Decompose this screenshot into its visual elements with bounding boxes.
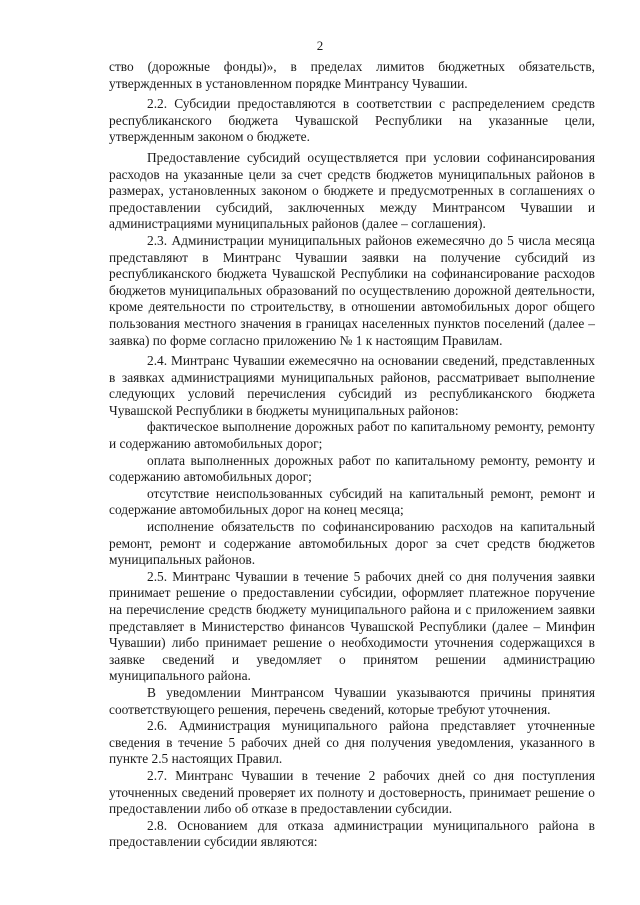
paragraph-2-6: 2.6. Администрация муниципального района представляет уточненные сведения в течение 5 рабочих дней со дня получения уведомления, указанного в пункте 2.5 настоящих Правил. — [109, 718, 595, 767]
paragraph-continuation: ство (дорожные фонды)», в пределах лимитов бюджетных обязательств, утвержденных в установленном порядке Минтрансу Чувашии. — [109, 59, 595, 91]
paragraph-2-5: 2.5. Минтранс Чувашии в течение 5 рабочих дней со дня получения заявки принимает решение о предоставлении субсидии, оформляет платежное поручение на перечисление средств бюджету муниципального района и с приложением заявки представляет в Министерство финансов Чувашской Республики (далее – Минфин Чувашии) либо принимает решение о необходимости уточнения содержащихся в заявке сведений и уведомляет о принятом решении администрацию муниципального района. — [109, 568, 595, 684]
paragraph-2-7: 2.7. Минтранс Чувашии в течение 2 рабочих дней со дня поступления уточненных сведений проверяет их полноту и достоверность, принимает решение о предоставлении либо об отказе в предоставлении субсидии. — [109, 767, 595, 817]
paragraph-2-8: 2.8. Основанием для отказа администрации муниципального района в предоставлении субсидии являются: — [109, 817, 595, 850]
paragraph-notification: В уведомлении Минтрансом Чувашии указываются причины принятия соответствующего решения, перечень сведений, которые требуют уточнения. — [109, 684, 595, 717]
paragraph-cofinancing: Предоставление субсидий осуществляется при условии софинансирования расходов на указанные цели за счет средств бюджетов муниципальных районов в размерах, установленных законом о бюджете и предусмотренных в соглашениях о предоставлении субсидий, заключенных между Минтрансом Чувашии и администрациями муниципальных районов (далее – соглашения). — [109, 149, 595, 232]
condition-item: оплата выполненных дорожных работ по капитальному ремонту, ремонту и содержанию автомобильных дорог; — [109, 452, 595, 485]
document-body — [109, 59, 595, 851]
condition-item: отсутствие неиспользованных субсидий на капитальный ремонт, ремонт и содержание автомобильных дорог на конец месяца; — [109, 485, 595, 518]
paragraph-2-3: 2.3. Администрации муниципальных районов ежемесячно до 5 числа месяца представляют в Минтранс Чувашии заявки на получение субсидий из республиканского бюджета Чувашской Республики на софинансирование расходов бюджетов муниципальных образований по осуществлению дорожной деятельности, кроме деятельности по строительству, в отношении автомобильных дорог общего пользования местного значения в границах населенных пунктов поселений (далее – заявка) по форме согласно приложению № 1 к настоящим Правилам. — [109, 232, 595, 348]
page-number: 2 — [316, 38, 324, 53]
paragraph-2-4: 2.4. Минтранс Чувашии ежемесячно на основании сведений, представленных в заявках администрациями муниципальных районов, рассматривает выполнение следующих условий перечисления субсидий из республиканского бюджета Чувашской Республики в бюджеты муниципальных районов: — [109, 353, 595, 418]
paragraph-2-2: 2.2. Субсидии предоставляются в соответствии с распределением средств республиканского бюджета Чувашской Республики на указанные цели, утвержденным законом о бюджете. — [109, 96, 595, 145]
condition-item: исполнение обязательств по софинансированию расходов на капитальный ремонт, ремонт и содержание автомобильных дорог за счет средств бюджетов муниципальных районов. — [109, 519, 595, 568]
condition-item: фактическое выполнение дорожных работ по капитальному ремонту, ремонту и содержанию автомобильных дорог; — [109, 419, 595, 452]
